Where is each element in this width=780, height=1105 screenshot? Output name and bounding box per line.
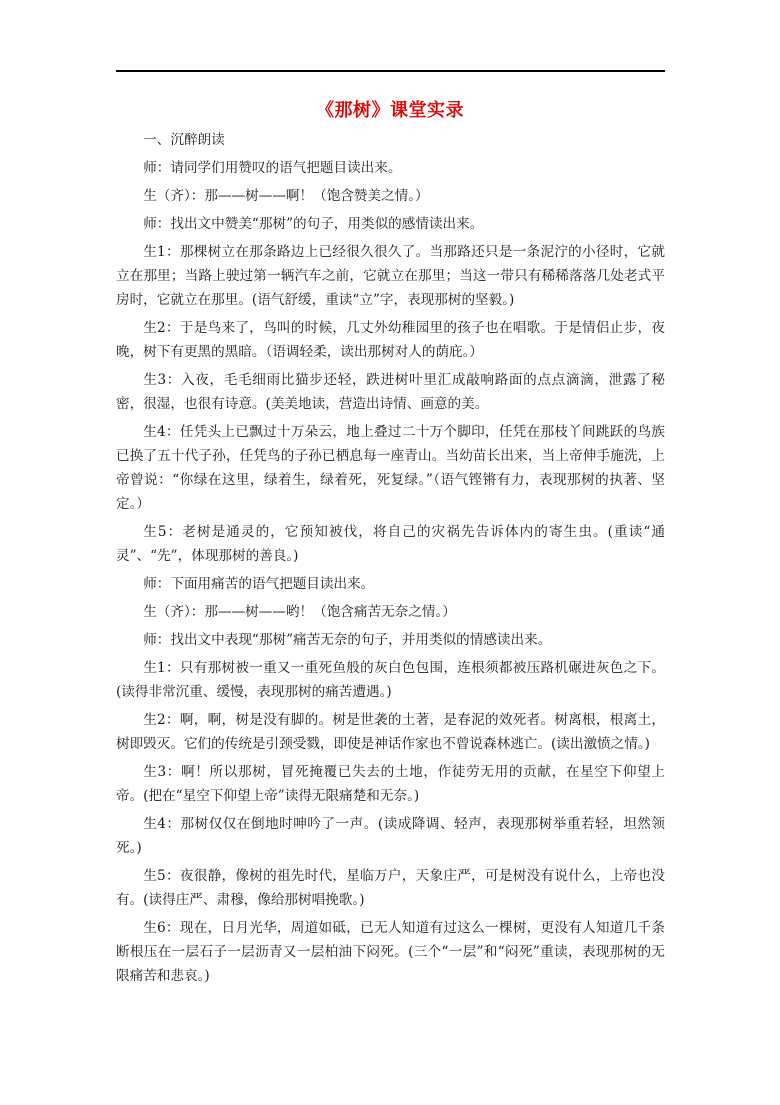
paragraph: 生5：老树是通灵的，它预知被伐，将自己的灾祸先告诉体内的寄生虫。(重读“通灵”、“先”，体现那树的善良。) <box>116 524 665 564</box>
paragraph: 生（齐）：那——树——哟！（饱含痛苦无奈之情。） <box>143 604 456 620</box>
paragraph: 生6：现在，日月光华，周道如砥，已无人知道有过这么一棵树，更没有人知道几千条断根压在一层石子一层沥青又一层柏油下闷死。(三个“一层”和“闷死”重读，表现那树的无限痛苦和悲哀。) <box>116 920 665 984</box>
document-title: 《那树》课堂实录 <box>316 100 464 121</box>
paragraph: 师：请同学们用赞叹的语气把题目读出来。 <box>143 160 402 176</box>
paragraph: 师：下面用痛苦的语气把题目读出来。 <box>143 576 375 592</box>
paragraph: 生（齐）：那——树——啊！（饱含赞美之情。） <box>143 188 429 204</box>
paragraph: 生3：入夜，毛毛细雨比猫步还轻，跌进树叶里汇成敲响路面的点点滴滴，泄露了秘密，很湿，也很有诗意。(美美地读，营造出诗情、画意的美。 <box>116 372 665 412</box>
section-heading: 一、沉醉朗读 <box>143 132 225 148</box>
paragraph: 生1：只有那树被一重又一重死鱼般的灰白色包围，连根须都被压路机碾进灰色之下。(读得非常沉重、缓慢，表现那树的痛苦遭遇。) <box>116 660 665 700</box>
paragraph: 生2：于是鸟来了，鸟叫的时候，几丈外幼稚园里的孩子也在唱歌。于是情侣止步，夜晚，树下有更黑的黑暗。（语调轻柔，读出那树对人的荫庇。） <box>116 320 665 360</box>
paragraph: 师：找出文中表现“那树”痛苦无奈的句子，并用类似的情感读出来。 <box>143 632 552 648</box>
paragraph: 师：找出文中赞美“那树”的句子，用类似的感情读出来。 <box>143 216 484 232</box>
paragraph: 生1：那棵树立在那条路边上已经很久很久了。当那路还只是一条泥泞的小径时，它就立在那里；当路上驶过第一辆汽车之前，它就立在那里；当这一带只有稀稀落落几处老式平房时，它就立在那里。(语气舒缓，重读“立”字，表现那树的坚毅。) <box>116 244 665 308</box>
paragraph: 生4：那树仅仅在倒地时呻吟了一声。(读成降调、轻声，表现那树举重若轻，坦然领死。) <box>116 816 665 856</box>
paragraph: 生5：夜很静，像树的祖先时代，星临万户，天象庄严，可是树没有说什么，上帝也没有。(读得庄严、肃穆，像给那树唱挽歌。) <box>116 868 665 908</box>
paragraph: 生4：任凭头上已飘过十万朵云，地上叠过二十万个脚印，任凭在那枝丫间跳跃的鸟族已换了五十代子孙，任凭鸟的子孙已栖息每一座青山。当幼苗长出来，当上帝伸手施洗，上帝曾说：“你绿在这里，绿着生，绿着死，死复绿。”（语气铿锵有力，表现那树的执著、坚定。） <box>116 424 665 512</box>
header-rule <box>116 70 665 72</box>
document-body <box>116 128 665 992</box>
paragraph: 生3：啊！所以那树，冒死掩覆已失去的土地，作徒劳无用的贡献，在星空下仰望上帝。(把在“星空下仰望上帝”读得无限痛楚和无奈。) <box>116 764 665 804</box>
paragraph: 生2：啊，啊，树是没有脚的。树是世袭的土著，是春泥的效死者。树离根，根离土，树即毁灭。它们的传统是引颈受戮，即使是神话作家也不曾说森林逃亡。(读出激愤之情。) <box>116 712 665 752</box>
